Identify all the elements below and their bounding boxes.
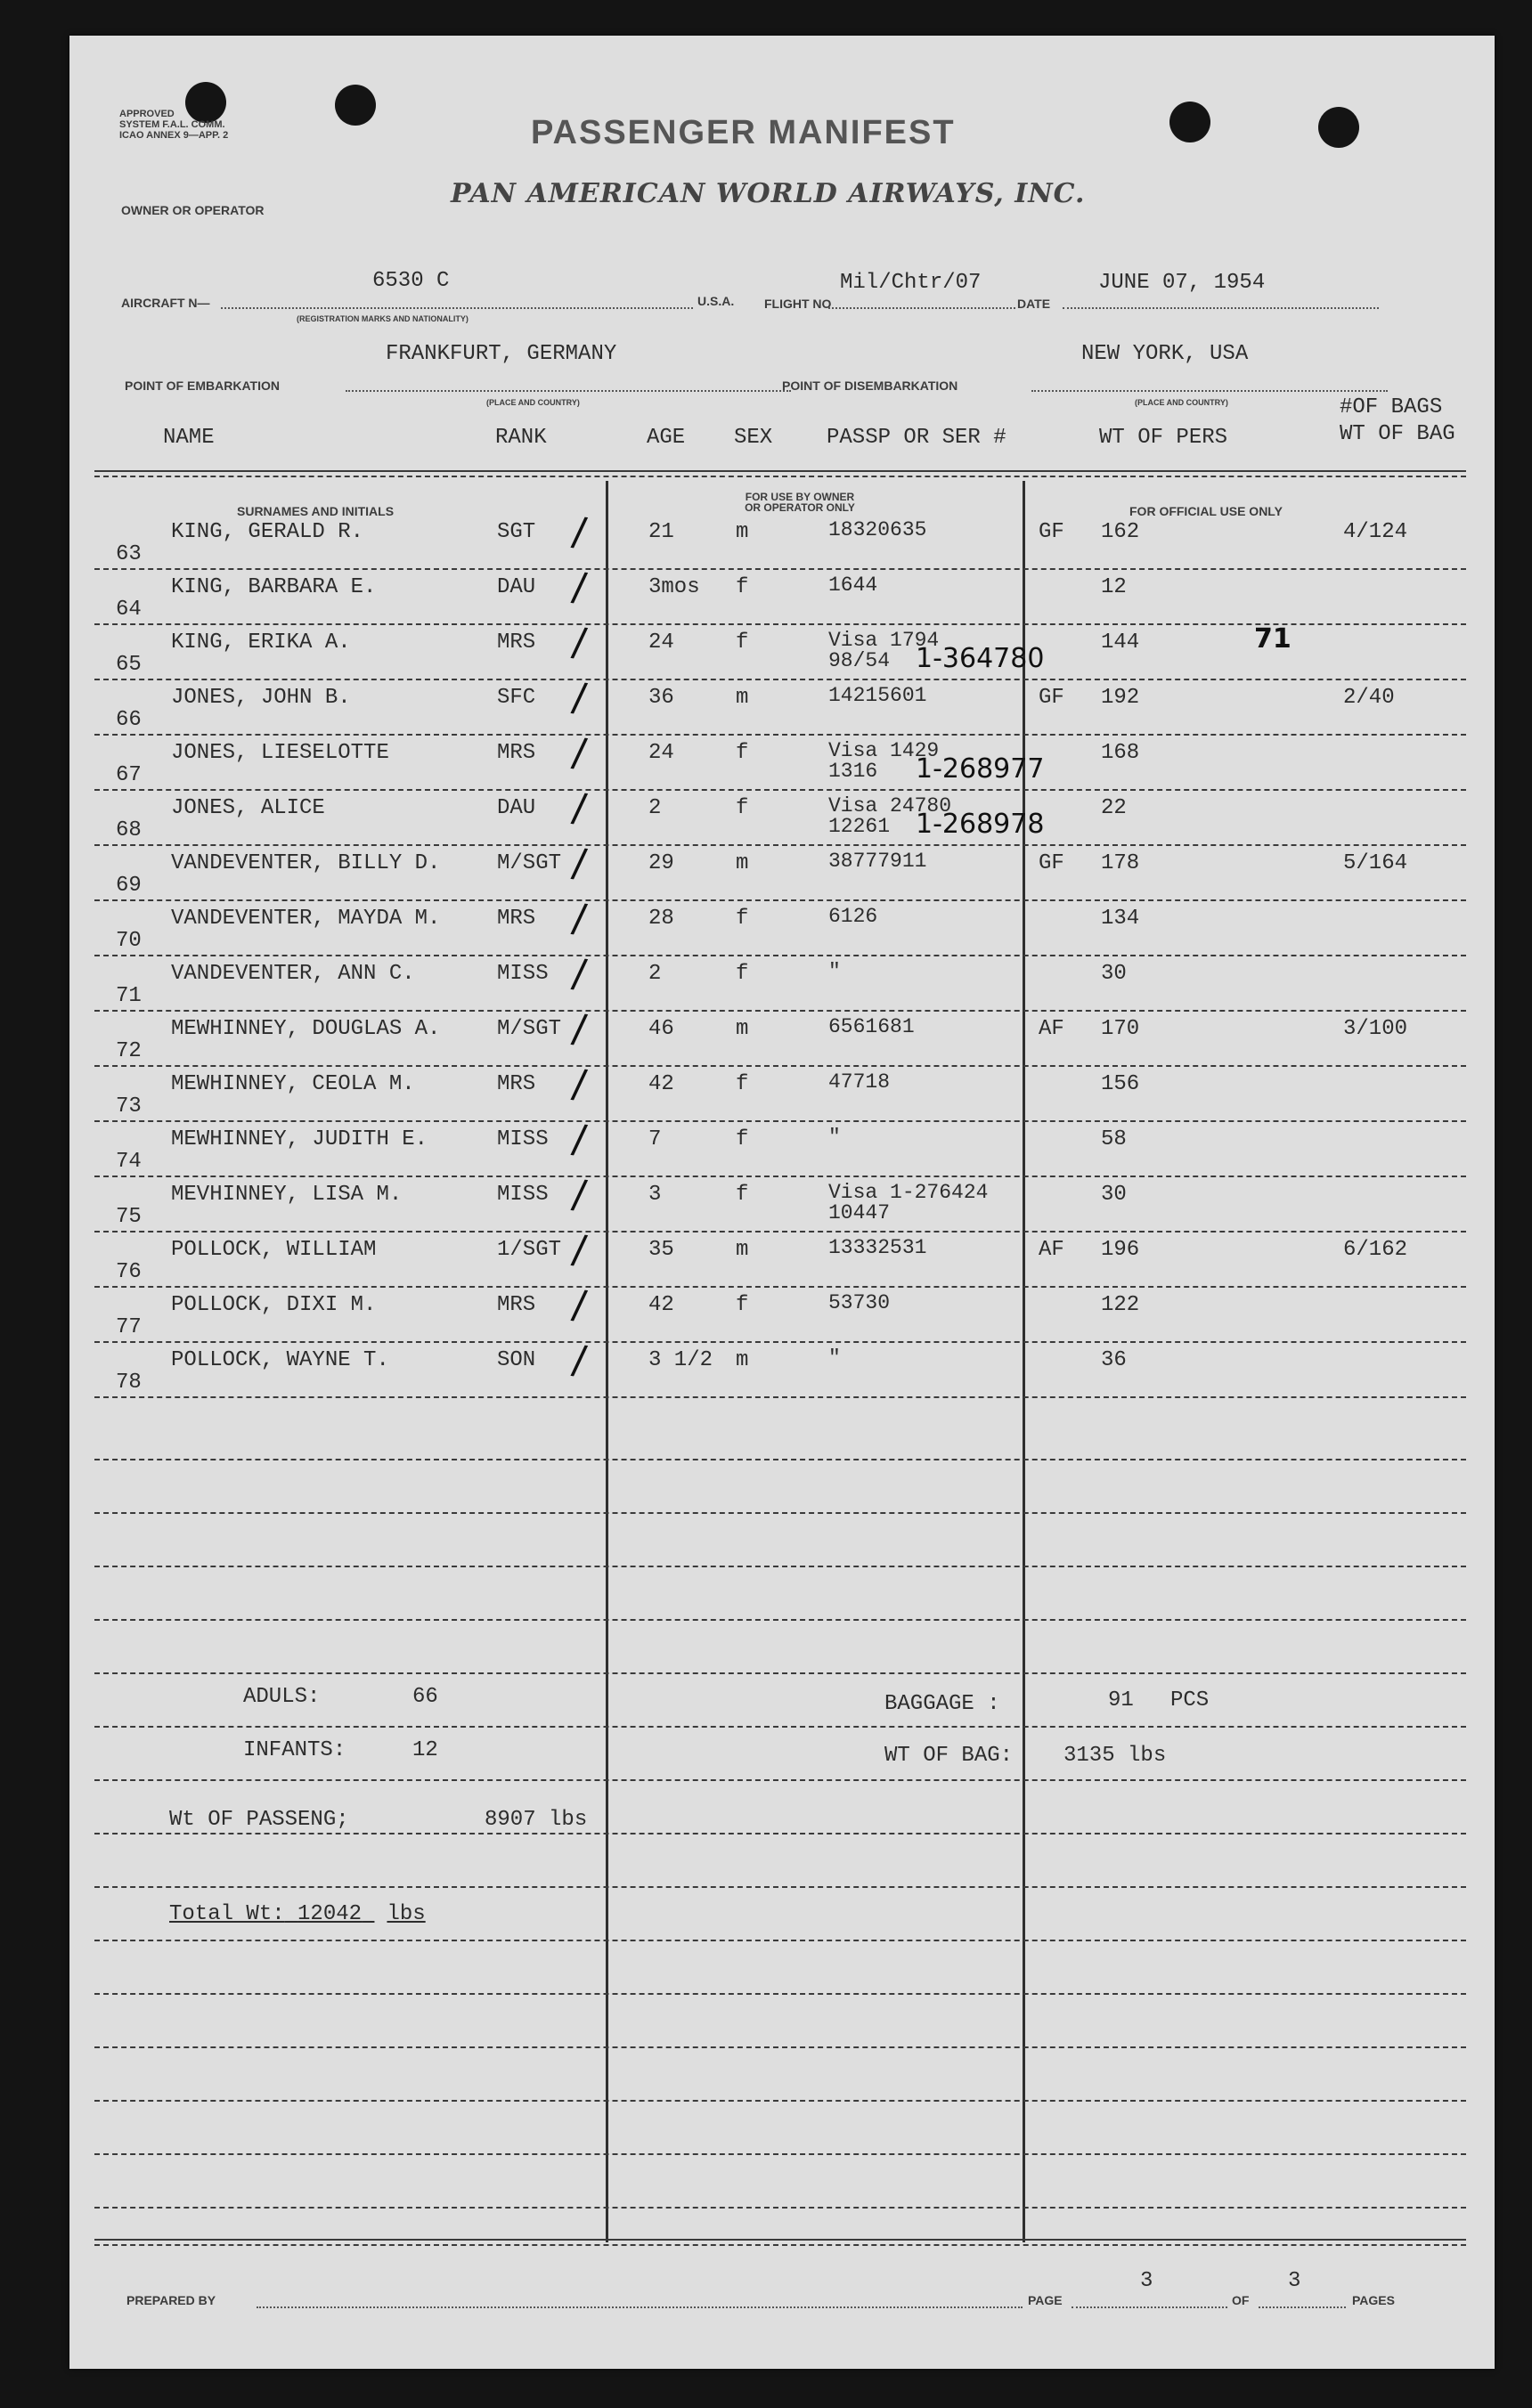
passport-number: 14215601 (828, 684, 927, 707)
check-mark-icon: / (569, 1337, 590, 1384)
adults-label: ADULS: (243, 1685, 321, 1709)
passenger-sex: f (736, 1072, 749, 1096)
owner-label: OWNER OR OPERATOR (121, 203, 265, 217)
check-mark-icon: / (569, 619, 590, 666)
passenger-sex: f (736, 1183, 749, 1207)
table-row (69, 729, 1495, 791)
check-mark-icon: / (569, 1171, 590, 1218)
bag-count-weight: 4/124 (1343, 520, 1408, 544)
surnames-header: SURNAMES AND INITIALS (237, 504, 395, 518)
row-number: 67 (116, 763, 142, 787)
nationality: U.S.A. (697, 294, 735, 308)
row-number: 65 (116, 653, 142, 677)
passenger-age: 46 (648, 1017, 674, 1041)
passenger-age: 36 (648, 686, 674, 710)
passenger-rank: 1/SGT (497, 1238, 562, 1262)
passenger-age: 24 (648, 630, 674, 655)
passenger-sex: f (736, 907, 749, 931)
passenger-age: 35 (648, 1238, 674, 1262)
passenger-weight: 156 (1101, 1072, 1140, 1096)
passenger-weight: 22 (1101, 796, 1127, 820)
check-mark-icon: / (569, 950, 590, 997)
passenger-name: VANDEVENTER, MAYDA M. (171, 907, 441, 931)
wt-of-bag-label: WT OF BAG: (884, 1744, 1014, 1768)
branch-code: GF (1039, 851, 1064, 875)
passenger-age: 2 (648, 962, 662, 986)
margin-note: 71 (1254, 623, 1292, 655)
table-row (69, 1171, 1495, 1232)
passenger-rank: MISS (497, 1127, 549, 1151)
passport-number: Visa 24780 12261 (828, 794, 952, 838)
passenger-rank: M/SGT (497, 1017, 562, 1041)
passport-number: Visa 1-276424 10447 (828, 1181, 989, 1224)
table-row (69, 895, 1495, 956)
check-mark-icon: / (569, 1281, 590, 1329)
passenger-age: 21 (648, 520, 674, 544)
passenger-rank: SON (497, 1348, 536, 1372)
passport-number: 38777911 (828, 850, 927, 873)
bag-count-weight: 6/162 (1343, 1238, 1408, 1262)
manifest-page (69, 36, 1495, 2369)
bag-count-weight: 2/40 (1343, 686, 1395, 710)
row-number: 78 (116, 1371, 142, 1395)
passenger-age: 28 (648, 907, 674, 931)
table-row (69, 1116, 1495, 1177)
col-sex: SEX (734, 426, 773, 450)
passenger-age: 3 (648, 1183, 662, 1207)
passenger-weight: 30 (1101, 962, 1127, 986)
passenger-name: JONES, LIESELOTTE (171, 741, 389, 765)
passenger-rank: MRS (497, 907, 536, 931)
passport-number: 47718 (828, 1070, 891, 1094)
passport-number: 18320635 (828, 518, 927, 541)
total-weight: Total Wt: 12042 lbs (169, 1902, 426, 1926)
table-row (69, 564, 1495, 625)
passenger-rank: SGT (497, 520, 536, 544)
branch-code: GF (1039, 686, 1064, 710)
passenger-sex: f (736, 630, 749, 655)
infants-label: INFANTS: (243, 1738, 346, 1762)
check-mark-icon: / (569, 895, 590, 942)
flight-label: FLIGHT NO (764, 297, 832, 311)
passport-number: " (828, 1126, 841, 1149)
passenger-age: 42 (648, 1072, 674, 1096)
passenger-weight: 58 (1101, 1127, 1127, 1151)
passenger-sex: m (736, 1238, 749, 1262)
passport-number: 13332531 (828, 1236, 927, 1259)
passenger-name: VANDEVENTER, ANN C. (171, 962, 415, 986)
adults-value: 66 (412, 1685, 438, 1709)
passenger-rank: DAU (497, 796, 536, 820)
handwritten-visa-number: 1-364780 (916, 643, 1045, 674)
table-row (69, 950, 1495, 1012)
passenger-weight: 134 (1101, 907, 1140, 931)
prepared-by-label: PREPARED BY (126, 2293, 216, 2307)
pages-label: PAGES (1352, 2293, 1395, 2307)
passenger-rank: MRS (497, 741, 536, 765)
row-number: 77 (116, 1315, 142, 1339)
branch-code: AF (1039, 1238, 1064, 1262)
passenger-weight: 30 (1101, 1183, 1127, 1207)
passport-number: 6126 (828, 905, 878, 928)
wt-of-bag-value: 3135 lbs (1063, 1744, 1167, 1768)
flight-value: Mil/Chtr/07 (840, 271, 982, 295)
passenger-weight: 178 (1101, 851, 1140, 875)
passenger-age: 24 (648, 741, 674, 765)
passport-number: 53730 (828, 1291, 891, 1314)
passenger-sex: f (736, 796, 749, 820)
passenger-name: POLLOCK, DIXI M. (171, 1293, 377, 1317)
company-name: PAN AMERICAN WORLD AIRWAYS, INC. (451, 178, 1086, 209)
page-value: 3 (1140, 2269, 1153, 2293)
passenger-age: 3 1/2 (648, 1348, 713, 1372)
check-mark-icon: / (569, 1005, 590, 1053)
passenger-sex: f (736, 1127, 749, 1151)
passenger-sex: f (736, 741, 749, 765)
passenger-weight: 168 (1101, 741, 1140, 765)
passenger-sex: m (736, 520, 749, 544)
passenger-name: KING, BARBARA E. (171, 575, 377, 599)
passport-number: " (828, 960, 841, 983)
passenger-name: MEVHINNEY, LISA M. (171, 1183, 403, 1207)
passport-number: Visa 1429 1316 (828, 739, 940, 783)
passenger-rank: MRS (497, 1293, 536, 1317)
table-row (69, 1005, 1495, 1067)
baggage-value: 91 (1108, 1688, 1134, 1712)
disembark-label: POINT OF DISEMBARKATION (782, 378, 958, 393)
date-label: DATE (1017, 297, 1051, 311)
passenger-age: 3mos (648, 575, 700, 599)
handwritten-visa-number: 1-268977 (916, 753, 1045, 785)
passenger-rank: MISS (497, 1183, 549, 1207)
passenger-rank: MRS (497, 1072, 536, 1096)
baggage-label: BAGGAGE : (884, 1692, 1000, 1716)
passenger-sex: m (736, 1348, 749, 1372)
passenger-name: KING, GERALD R. (171, 520, 364, 544)
passenger-sex: m (736, 851, 749, 875)
place-note-right: (PLACE AND COUNTRY) (1135, 398, 1228, 407)
passport-number: Visa 1794 98/54 (828, 629, 940, 672)
passenger-sex: f (736, 1293, 749, 1317)
baggage-unit: PCS (1170, 1688, 1210, 1712)
passenger-rank: DAU (497, 575, 536, 599)
check-mark-icon: / (569, 1061, 590, 1108)
passenger-sex: f (736, 575, 749, 599)
page-label: PAGE (1028, 2293, 1063, 2307)
passenger-name: JONES, JOHN B. (171, 686, 351, 710)
passenger-weight: 170 (1101, 1017, 1140, 1041)
table-row (69, 1337, 1495, 1398)
row-number: 66 (116, 708, 142, 732)
wt-passeng-label: Wt OF PASSENG; (169, 1808, 349, 1832)
col-wt-pers: WT OF PERS (1099, 426, 1228, 450)
passenger-name: POLLOCK, WAYNE T. (171, 1348, 389, 1372)
aircraft-value: 6530 C (372, 269, 450, 293)
row-number: 75 (116, 1205, 142, 1229)
row-number: 64 (116, 598, 142, 622)
passenger-name: MEWHINNEY, JUDITH E. (171, 1127, 428, 1151)
embark-value: FRANKFURT, GERMANY (386, 342, 617, 366)
passenger-rank: M/SGT (497, 851, 562, 875)
col-bags-2: WT OF BAG (1340, 422, 1455, 446)
passenger-weight: 36 (1101, 1348, 1127, 1372)
check-mark-icon: / (569, 674, 590, 721)
approval-stamp: APPROVED SYSTEM F.A.L. COMM. ICAO ANNEX 9—APP. 2 (119, 109, 229, 141)
passenger-weight: 192 (1101, 686, 1140, 710)
passenger-weight: 144 (1101, 630, 1140, 655)
row-number: 71 (116, 984, 142, 1008)
passport-number: 6561681 (828, 1015, 915, 1038)
aircraft-label: AIRCRAFT N— (121, 296, 210, 310)
check-mark-icon: / (569, 1116, 590, 1163)
col-age: AGE (647, 426, 686, 450)
passenger-age: 29 (648, 851, 674, 875)
table-row (69, 674, 1495, 736)
passenger-name: POLLOCK, WILLIAM (171, 1238, 377, 1262)
table-row (69, 1281, 1495, 1343)
table-row (69, 785, 1495, 846)
punch-hole (1169, 102, 1210, 142)
col-bags-1: #OF BAGS (1340, 395, 1443, 419)
punch-hole (1318, 107, 1359, 148)
passenger-weight: 122 (1101, 1293, 1140, 1317)
table-row (69, 1226, 1495, 1288)
row-number: 72 (116, 1039, 142, 1063)
of-label: OF (1232, 2293, 1250, 2307)
passenger-name: JONES, ALICE (171, 796, 325, 820)
table-row (69, 840, 1495, 901)
passenger-rank: MISS (497, 962, 549, 986)
passenger-rank: MRS (497, 630, 536, 655)
official-use-header: FOR OFFICIAL USE ONLY (1129, 504, 1283, 518)
col-rank: RANK (495, 426, 547, 450)
check-mark-icon: / (569, 785, 590, 832)
passenger-age: 2 (648, 796, 662, 820)
passenger-sex: m (736, 1017, 749, 1041)
bag-count-weight: 5/164 (1343, 851, 1408, 875)
place-note-left: (PLACE AND COUNTRY) (486, 398, 580, 407)
row-number: 63 (116, 542, 142, 566)
handwritten-visa-number: 1-268978 (916, 809, 1045, 840)
branch-code: AF (1039, 1017, 1064, 1041)
passenger-name: VANDEVENTER, BILLY D. (171, 851, 441, 875)
passenger-age: 42 (648, 1293, 674, 1317)
row-number: 73 (116, 1094, 142, 1119)
embark-label: POINT OF EMBARKATION (125, 378, 280, 393)
row-number: 70 (116, 929, 142, 953)
passenger-age: 7 (648, 1127, 662, 1151)
registration-note: (REGISTRATION MARKS AND NATIONALITY) (297, 314, 469, 323)
passenger-weight: 162 (1101, 520, 1140, 544)
passport-number: " (828, 1346, 841, 1370)
check-mark-icon: / (569, 508, 590, 556)
passenger-name: KING, ERIKA A. (171, 630, 351, 655)
check-mark-icon: / (569, 840, 590, 887)
passenger-name: MEWHINNEY, CEOLA M. (171, 1072, 415, 1096)
of-value: 3 (1288, 2269, 1301, 2293)
passenger-weight: 196 (1101, 1238, 1140, 1262)
check-mark-icon: / (569, 729, 590, 777)
passport-number: 1644 (828, 574, 878, 597)
disembark-value: NEW YORK, USA (1081, 342, 1249, 366)
passenger-sex: m (736, 686, 749, 710)
col-passp: PASSP OR SER # (827, 426, 1006, 450)
row-number: 69 (116, 874, 142, 898)
infants-value: 12 (412, 1738, 438, 1762)
passenger-rank: SFC (497, 686, 536, 710)
owner-use-header: FOR USE BY OWNER OR OPERATOR ONLY (745, 491, 855, 514)
passenger-weight: 12 (1101, 575, 1127, 599)
check-mark-icon: / (569, 1226, 590, 1273)
row-number: 68 (116, 818, 142, 842)
passenger-name: MEWHINNEY, DOUGLAS A. (171, 1017, 441, 1041)
row-number: 74 (116, 1150, 142, 1174)
wt-passeng-value: 8907 lbs (485, 1808, 588, 1832)
branch-code: GF (1039, 520, 1064, 544)
table-row (69, 1061, 1495, 1122)
page-title: PASSENGER MANIFEST (531, 114, 956, 151)
row-number: 76 (116, 1260, 142, 1284)
bag-count-weight: 3/100 (1343, 1017, 1408, 1041)
check-mark-icon: / (569, 564, 590, 611)
passenger-sex: f (736, 962, 749, 986)
col-name: NAME (163, 426, 215, 450)
date-value: JUNE 07, 1954 (1098, 271, 1266, 295)
punch-hole (335, 85, 376, 126)
